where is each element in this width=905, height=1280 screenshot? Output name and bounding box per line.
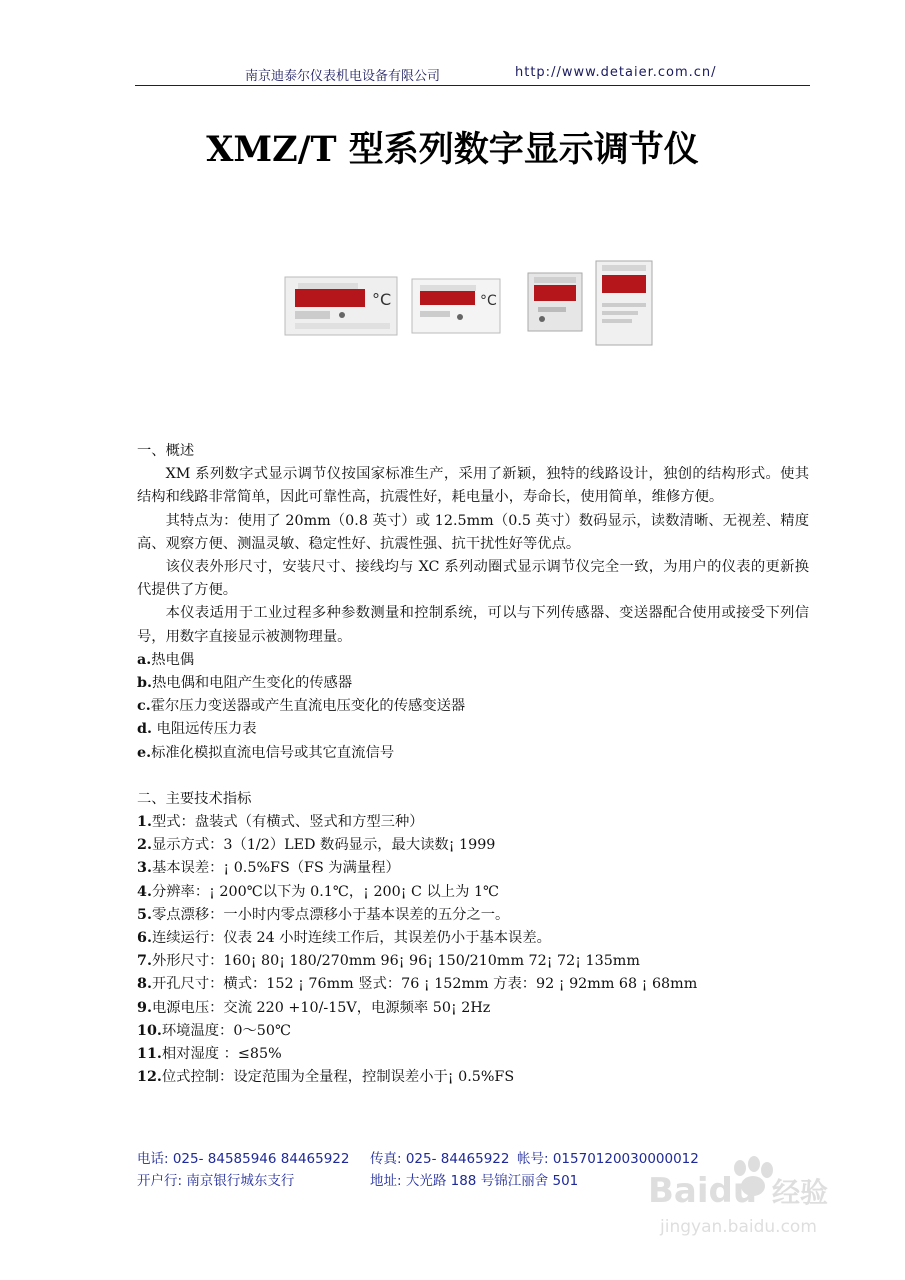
header-divider [135,85,810,86]
baidu-watermark [640,1140,860,1250]
header-url[interactable]: http://www.detaier.com.cn/ [515,65,717,80]
footer-fax: 传真: 025- 84465922 [370,1151,510,1167]
overview-paragraph-3: 该仪表外形尺寸，安装尺寸、接线均与 XC 系列动圈式显示调节仪完全一致，为用户的仪表的更新换代提供了方便。 [137,559,809,599]
overview-paragraph-2: 其特点为：使用了 20mm（0.8 英寸）或 12.5mm（0.5 英寸）数码显示，读数清晰、无视差、精度高、观察方便、测温灵敏、稳定性好、抗震性强、抗干扰性好等优点。 [137,512,809,552]
watermark-site: jingyan.baidu.com [660,1217,817,1237]
spec-item: 1.型式：盘装式（有横式、竖式和方型三种） [137,814,424,831]
device-horizontal-small [412,279,500,333]
sensor-item: b.热电偶和电阻产生变化的传感器 [137,675,353,692]
spec-item: 2.显示方式：3（1/2）LED 数码显示，最大读数¡ 1999 [137,837,496,854]
document-body [137,440,809,1089]
device2-unit: °C [480,293,497,309]
product-photo [280,255,660,355]
section-gap [137,765,809,788]
overview-paragraph-4: 本仪表适用于工业过程多种参数测量和控制系统，可以与下列传感器、变送器配合使用或接受下列信号，用数字直接显示被测物理量。 [137,605,809,645]
header-company: 南京迪泰尔仪表机电设备有限公司 [245,69,441,84]
device-horizontal-large [285,277,397,335]
spec-item: 5.零点漂移：一小时内零点漂移小于基本误差的五分之一。 [137,906,510,923]
spec-item: 11.相对湿度 ：≤85% [137,1046,282,1063]
watermark-brand: Baidu [648,1171,758,1211]
spec-item: 6.连续运行：仪表 24 小时连续工作后，其误差仍小于基本误差。 [137,930,551,947]
section1-heading: 一、概述 [137,443,195,459]
sensor-item: e.标准化模拟直流电信号或其它直流信号 [137,744,395,761]
device1-unit: °C [372,290,392,309]
spec-item: 4.分辨率：¡ 200℃以下为 0.1℃，¡ 200¡ C 以上为 1℃ [137,883,500,900]
spec-item: 12.位式控制：设定范围为全量程，控制误差小于¡ 0.5%FS [137,1069,515,1086]
device-square [528,273,582,331]
footer-account: 帐号: 01570120030000012 [517,1151,699,1167]
spec-item: 7.外形尺寸：160¡ 80¡ 180/270mm 96¡ 96¡ 150/210mm 72¡ 72¡ 135mm [137,953,640,970]
sensor-item: d. 电阻远传压力表 [137,721,257,738]
spec-item: 3.基本误差：¡ 0.5%FS（FS 为满量程） [137,860,400,877]
section2-heading: 二、主要技术指标 [137,790,252,807]
sensor-item: a.热电偶 [137,651,195,668]
sensor-item: c.霍尔压力变送器或产生直流电压变化的传感变送器 [137,698,466,715]
watermark-brand-cn: 经验 [772,1176,829,1209]
spec-item: 8.开孔尺寸：横式：152 ¡ 76mm 竖式：76 ¡ 152mm 方表：92 ¡ 92mm 68 ¡ 68mm [137,976,698,993]
footer-phone: 电话: 025- 84585946 84465922 [137,1151,350,1167]
footer-bank: 开户行: 南京银行城东支行 [137,1173,295,1189]
overview-paragraph-1: XM 系列数字式显示调节仪按国家标准生产，采用了新颖，独特的线路设计，独创的结构形式。使其结构和线路非常简单，因此可靠性高，抗震性好，耗电量小，寿命长，使用简单，维修方便。 [137,466,809,506]
spec-item: 9.电源电压：交流 220 +10/-15V，电源频率 50¡ 2Hz [137,999,491,1016]
page-header [135,62,810,84]
footer-address: 地址: 大光路 188 号锦江丽舍 501 [370,1173,579,1189]
spec-item: 10.环境温度：0～50℃ [137,1022,291,1039]
device-vertical [596,261,652,345]
page-title: XMZ/T 型系列数字显示调节仪 [206,129,699,170]
